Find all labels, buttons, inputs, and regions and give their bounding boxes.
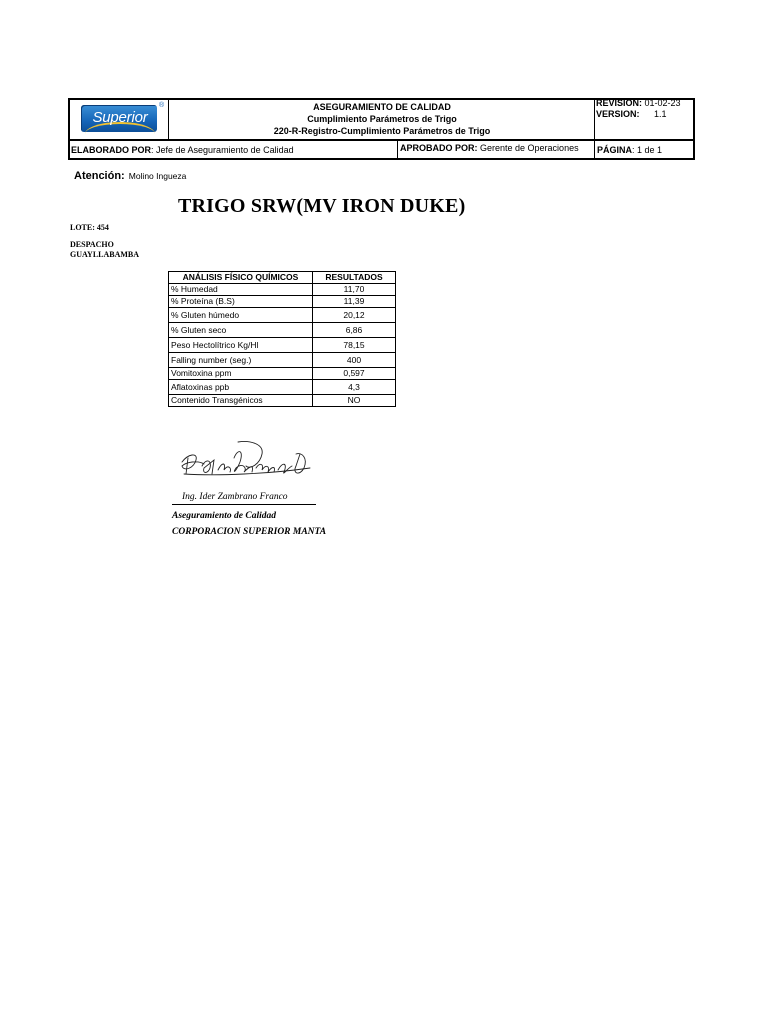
value-cell: NO <box>313 395 396 407</box>
despacho-label: DESPACHO <box>70 240 114 249</box>
aprobado-field <box>400 139 579 157</box>
version-label: VERSION: <box>596 109 640 119</box>
table-row <box>169 284 396 296</box>
company-logo <box>79 102 165 135</box>
table-row <box>169 296 396 308</box>
value-cell: 20,12 <box>313 308 396 323</box>
logo-text: Superior <box>92 109 148 126</box>
table-row <box>169 380 396 395</box>
table-header-result: RESULTADOS <box>313 272 396 284</box>
table-row <box>169 368 396 380</box>
value-cell: 11,39 <box>313 296 396 308</box>
table-row <box>169 323 396 338</box>
attention-value: Molino Ingueza <box>128 171 187 181</box>
table-header-param: ANÁLISIS FÍSICO QUÍMICOS <box>169 272 313 284</box>
version-field <box>596 109 667 119</box>
revision-field <box>596 98 681 108</box>
pagina-value: : 1 de 1 <box>632 145 663 155</box>
registered-mark: ® <box>159 102 165 109</box>
elaborado-field <box>71 141 294 159</box>
param-cell: Peso Hectolítrico Kg/Hl <box>169 338 313 353</box>
header-title-line3: 220-R-Registro-Cumplimiento Parámetros de Trigo <box>273 126 491 136</box>
value-cell: 400 <box>313 353 396 368</box>
document-title: TRIGO SRW(MV IRON DUKE) <box>178 195 466 217</box>
param-cell: Falling number (seg.) <box>169 353 313 368</box>
param-cell: % Humedad <box>169 284 313 296</box>
param-cell: % Gluten seco <box>169 323 313 338</box>
aprobado-label: APROBADO POR: <box>400 143 478 153</box>
param-cell: % Proteína (B.S) <box>169 296 313 308</box>
aprobado-value: Gerente de Operaciones <box>477 143 579 153</box>
header-divider <box>168 99 169 140</box>
despacho-location: GUAYLLABAMBA <box>70 250 140 259</box>
table-header-row <box>169 272 396 284</box>
pagina-label: PÁGINA <box>597 145 633 155</box>
value-cell: 4,3 <box>313 380 396 395</box>
elaborado-value: : Jefe de Aseguramiento de Calidad <box>151 145 294 155</box>
table-row <box>169 353 396 368</box>
value-cell: 78,15 <box>313 338 396 353</box>
attention-label: Atención: <box>74 170 125 182</box>
param-cell: Aflatoxinas ppb <box>169 380 313 395</box>
elaborado-label: ELABORADO POR <box>71 145 152 155</box>
signatory-name: Ing. Ider Zambrano Franco <box>182 492 288 502</box>
version-value: 1.1 <box>654 109 667 119</box>
header-divider <box>594 99 595 159</box>
signatory-company: CORPORACION SUPERIOR MANTA <box>172 527 327 537</box>
results-table <box>168 271 396 407</box>
value-cell: 6,86 <box>313 323 396 338</box>
table-row <box>169 308 396 323</box>
param-cell: Contenido Transgénicos <box>169 395 313 407</box>
handwritten-signature <box>178 440 318 488</box>
value-cell: 11,70 <box>313 284 396 296</box>
signature-line <box>172 504 316 505</box>
lote-label: LOTE: 454 <box>70 223 109 232</box>
value-cell: 0,597 <box>313 368 396 380</box>
attention-line <box>74 170 186 182</box>
signatory-department: Aseguramiento de Calidad <box>172 511 276 521</box>
param-cell: % Gluten húmedo <box>169 308 313 323</box>
revision-value: 01-02-23 <box>644 98 681 108</box>
header-title-line1: ASEGURAMIENTO DE CALIDAD <box>313 102 451 112</box>
table-row <box>169 395 396 407</box>
revision-label: REVISION: <box>596 98 643 108</box>
header-divider <box>397 140 398 159</box>
pagina-field <box>597 141 662 159</box>
header-title <box>170 101 594 137</box>
table-row <box>169 338 396 353</box>
header-title-line2: Cumplimiento Parámetros de Trigo <box>307 114 457 124</box>
param-cell: Vomitoxina ppm <box>169 368 313 380</box>
